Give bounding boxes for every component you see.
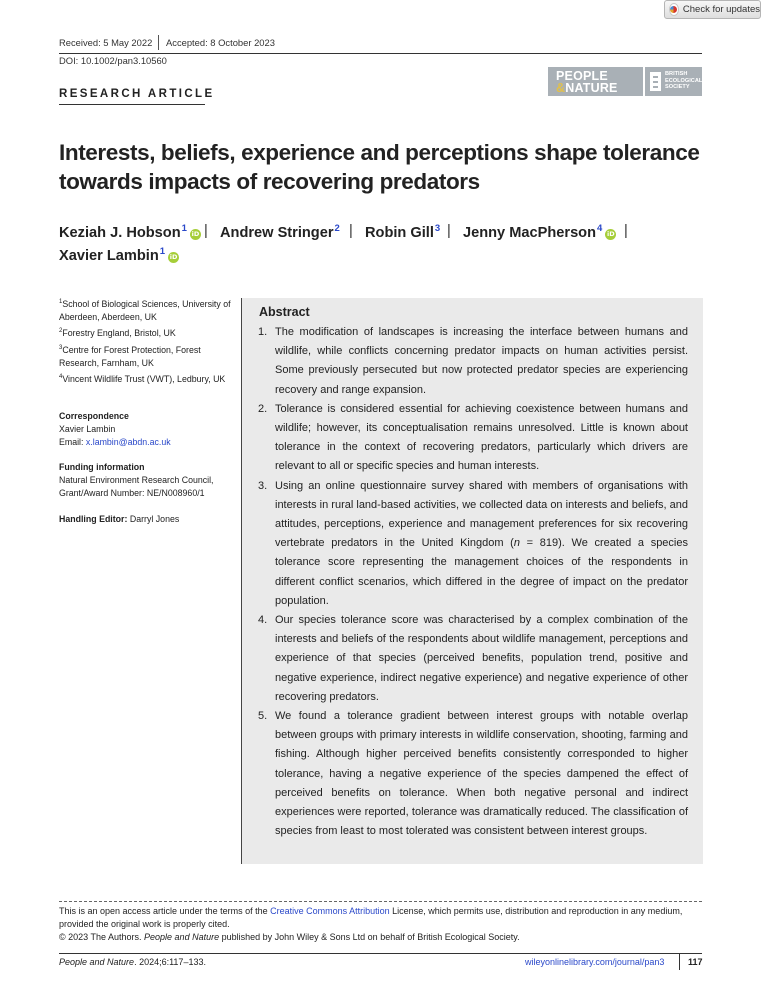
abstract-list — [258, 323, 688, 841]
orcid-icon[interactable]: iD — [191, 230, 200, 238]
page-number: 117 — [688, 957, 703, 967]
funding-heading: Funding information — [59, 462, 145, 472]
article-type-underline — [59, 104, 205, 105]
check-for-updates-label: Check for updates — [682, 4, 760, 15]
affiliation: $^3$Centre for Forest Protection, Forest Research, Farnham, UK — [59, 345, 201, 368]
orcid-icon[interactable]: iD — [169, 253, 178, 261]
copyright-notice: © 2023 The Authors. People and Nature published by John Wiley & Sons Ltd on behalf of British Ecological Society. — [59, 932, 520, 942]
author-entry — [59, 246, 179, 265]
people-and-nature-logo — [548, 67, 643, 96]
affiliation: $^4$Vincent Wildlife Trust (VWT), Ledbury, UK — [59, 374, 226, 384]
license-notice: This is an open access article under the terms of the Creative Commons Attribution License, which permits use, distribution and reproduction in any medium, provided the original work is properly cited. — [59, 906, 683, 929]
author-separator: | — [624, 223, 628, 239]
correspondence-email-link[interactable]: x.lambin@abdn.ac.uk — [85, 437, 171, 447]
journal-logo-line2: &NATURE — [556, 81, 618, 95]
abstract-heading: Abstract — [259, 305, 310, 319]
journal-citation: People and Nature. 2024;6:117–133. — [59, 957, 206, 967]
author-entry — [220, 223, 340, 242]
license-link[interactable]: Creative Commons Attribution — [270, 906, 390, 916]
author-name[interactable]: Andrew Stringer$^2$ — [220, 223, 340, 241]
author-list — [59, 223, 201, 242]
author-separator: | — [204, 223, 208, 239]
author-name[interactable]: Jenny MacPherson$^4$ — [463, 223, 603, 241]
article-title: Interests, beliefs, experience and perceptions shape tolerance towards impacts of recovering predators — [59, 140, 700, 194]
abstract-item: 1. The modification of landscapes is increasing the interface between humans and wildlife, while conflicts concerning predator impacts on human activities persist. Some previously persecuted but now protected predator species are experiencing recovery and range expansion. — [258, 326, 688, 396]
correspondence-name: Xavier Lambin — [59, 424, 116, 434]
funding-line: Grant/Award Number: NE/N008960/1 — [59, 488, 205, 498]
affiliation: $^2$Forestry England, Bristol, UK — [59, 328, 176, 338]
orcid-icon[interactable]: iD — [607, 230, 615, 238]
british-ecological-society-logo — [645, 67, 702, 96]
correspondence-section — [59, 410, 234, 449]
journal-url-link[interactable]: wileyonlinelibrary.com/journal/pan3 — [525, 957, 665, 967]
author-name[interactable]: Keziah J. Hobson$^1$ — [59, 223, 187, 241]
header-rule — [59, 53, 702, 54]
article-type-label: RESEARCH ARTICLE — [59, 88, 215, 100]
footer-dashed-rule — [59, 901, 702, 902]
correspondence-heading: Correspondence — [59, 411, 129, 421]
society-logo-text: BRITISH ECOLOGICAL SOCIETY — [665, 71, 703, 91]
author-entry — [463, 223, 616, 242]
correspondence-email-row: Email: x.lambin@abdn.ac.uk — [59, 437, 171, 447]
author-separator: | — [447, 223, 451, 239]
abstract-item: 3. Using an online questionnaire survey shared with members of organisations with interests in rural land-based activities, we collected data on interests and beliefs, and attitudes, perceptions, experience and management preferences for six recovering vertebrate predators in the United Kingdom (n = 819). We created a species tolerance score representing the management choices of the respondents in different conflict scenarios, which differed in the degree of impact on the predator population. — [258, 479, 688, 607]
footer-rule — [59, 953, 702, 954]
received-date: Received: 5 May 2022 — [59, 37, 153, 48]
author-separator: | — [349, 223, 353, 239]
abstract-item: 5. We found a tolerance gradient between interest groups with notable overlap between groups with primary interests in wildlife conservation, shooting, farming and fishing. Although higher perceived benefits consistently corresponded to higher tolerance, having a negative experience of the species dampened the effect of perceived benefits on tolerance. When both negative personal and indirect experiences were reported, tolerance was dramatically reduced. The classification of species from least to most tolerated was consistent between interest groups. — [258, 710, 688, 838]
abstract-item: 4. Our species tolerance score was characterised by a complex combination of the interests and beliefs of the respondents about wildlife management, perceptions and experience of that species (perceived benefits, population trend, positive and negative experience, indirect negative experience) and negative experience of other recovering predators. — [258, 614, 688, 703]
handling-editor-heading: Handling Editor: — [59, 514, 128, 524]
journal-logo-line1: PEOPLE — [556, 69, 608, 83]
doi: DOI: 10.1002/pan3.10560 — [59, 55, 167, 66]
author-name[interactable]: Robin Gill$^3$ — [365, 223, 441, 241]
accepted-date: Accepted: 8 October 2023 — [166, 37, 275, 48]
handling-editor-name: Darryl Jones — [129, 514, 180, 524]
author-name[interactable]: Xavier Lambin$^1$ — [59, 246, 166, 264]
check-for-updates-button[interactable] — [664, 0, 761, 19]
author-entry — [365, 223, 440, 242]
affiliation: $^1$School of Biological Sciences, University of Aberdeen, Aberdeen, UK — [59, 299, 231, 322]
crossmark-icon — [669, 3, 679, 16]
funding-section — [59, 461, 234, 500]
funding-line: Natural Environment Research Council, — [59, 475, 214, 485]
handling-editor — [59, 513, 234, 526]
abstract-item: 2. Tolerance is considered essential for achieving coexistence between humans and wildlife; however, its conceptualisation remains unresolved. Little is known about tolerance in the context of recovering predators, particularly which drivers are relevant to all or specific species and human interests. — [258, 402, 688, 473]
page-number-divider — [679, 954, 680, 970]
header-divider — [158, 35, 159, 50]
society-mark-icon — [650, 72, 661, 91]
